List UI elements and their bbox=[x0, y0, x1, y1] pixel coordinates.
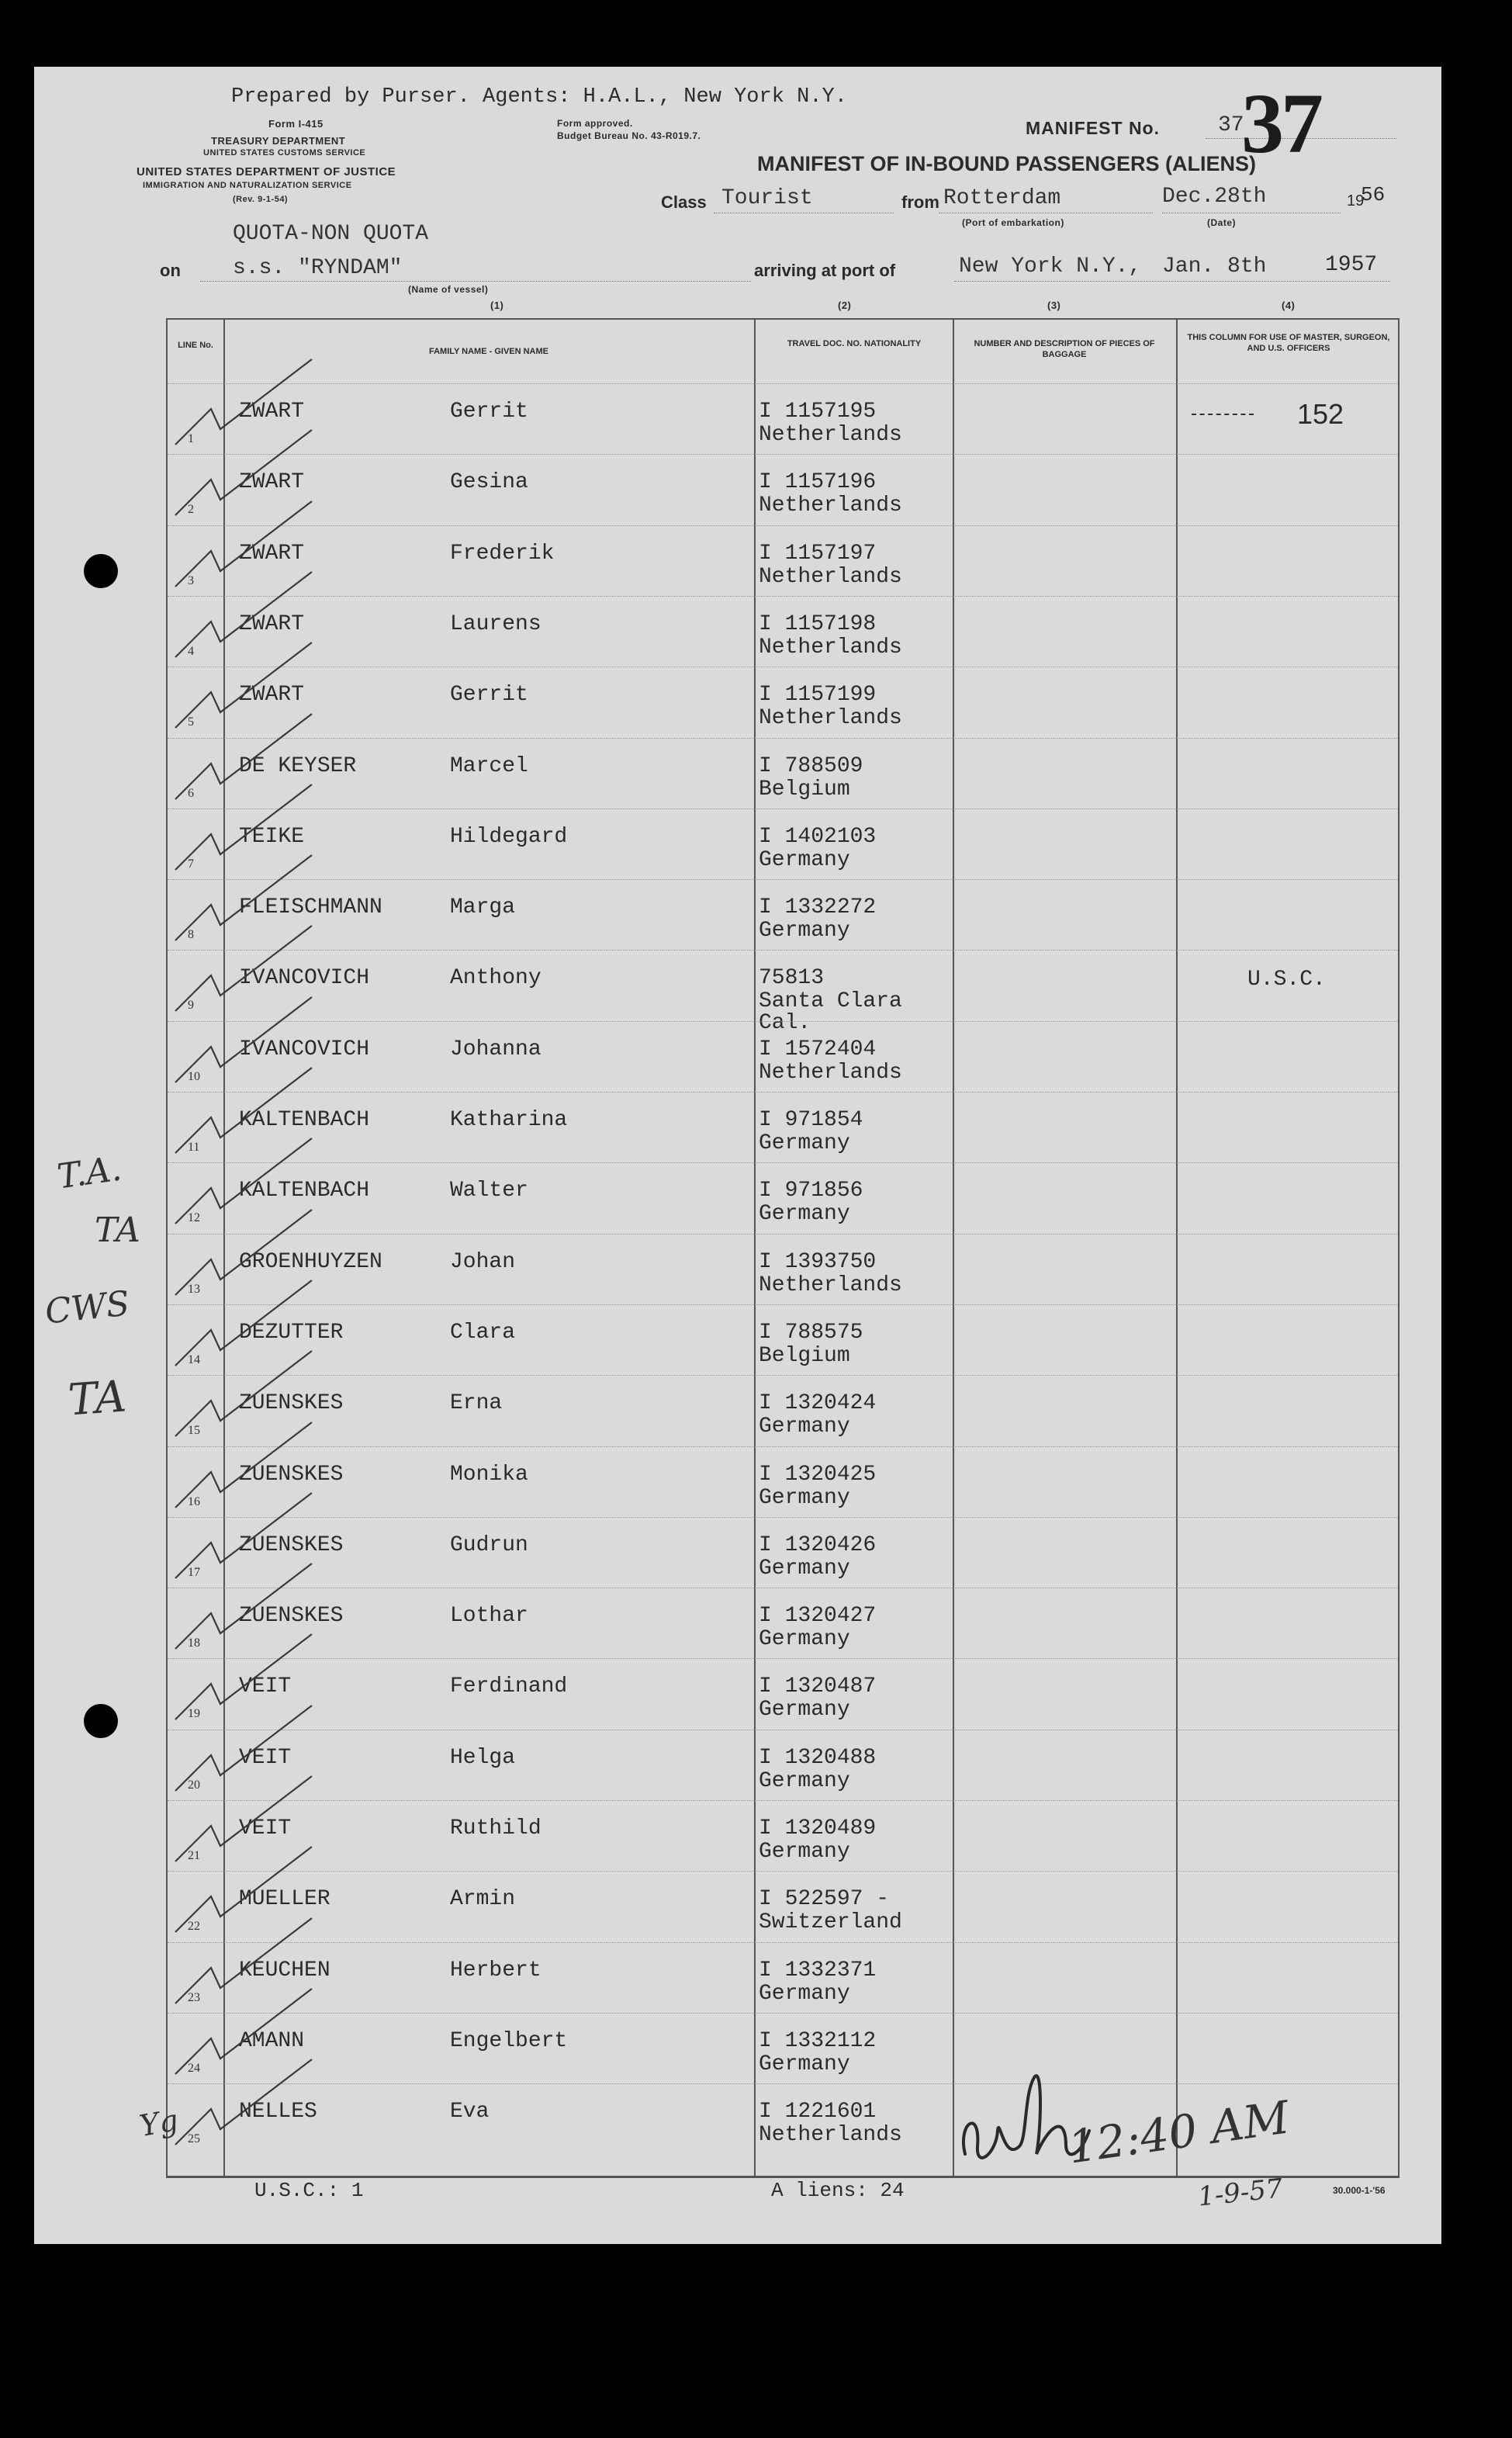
col2-number: (2) bbox=[838, 300, 852, 311]
table-row bbox=[168, 738, 1398, 809]
family-name: IVANCOVICH bbox=[239, 1037, 370, 1061]
given-name: Herbert bbox=[450, 1958, 541, 1983]
table-row bbox=[168, 383, 1398, 455]
col1-number: (1) bbox=[490, 300, 504, 311]
family-name: GROENHUYZEN bbox=[239, 1249, 382, 1274]
budget-label: Budget Bureau No. 43-R019.7. bbox=[557, 130, 701, 141]
nationality: Belgium bbox=[759, 1343, 850, 1368]
given-name: Johan bbox=[450, 1249, 516, 1274]
given-name: Walter bbox=[450, 1179, 528, 1203]
line-number: 11 bbox=[188, 1141, 200, 1154]
col4-number: (4) bbox=[1282, 300, 1296, 311]
given-name: Monika bbox=[450, 1462, 528, 1487]
travel-doc-number: I 1320425 bbox=[759, 1462, 877, 1487]
line-number: 8 bbox=[188, 928, 194, 942]
table-row bbox=[168, 1375, 1398, 1446]
nationality: Germany bbox=[759, 1202, 850, 1227]
given-name: Marga bbox=[450, 895, 516, 920]
family-name: KALTENBACH bbox=[239, 1108, 370, 1132]
travel-doc-number: 75813 bbox=[759, 966, 825, 991]
table-row bbox=[168, 1730, 1398, 1801]
travel-doc-number: I 971854 bbox=[759, 1108, 863, 1132]
table-row bbox=[168, 809, 1398, 880]
line-number: 12 bbox=[188, 1211, 200, 1225]
margin-note-ta-3: TA bbox=[66, 1371, 128, 1426]
port-caption: (Port of embarkation) bbox=[962, 217, 1064, 228]
family-name: VEIT bbox=[239, 1745, 292, 1770]
given-name: Helga bbox=[450, 1745, 516, 1770]
travel-doc-number: I 522597 - bbox=[759, 1887, 890, 1912]
nationality: Germany bbox=[759, 1840, 850, 1864]
table-row bbox=[168, 1942, 1398, 2014]
line-number: 6 bbox=[188, 786, 194, 800]
class-label: Class bbox=[661, 192, 707, 212]
table-row bbox=[168, 596, 1398, 667]
print-code: 30.000-1-'56 bbox=[1333, 2185, 1386, 2196]
travel-doc-number: I 1320427 bbox=[759, 1604, 877, 1629]
nationality: Switzerland bbox=[759, 1910, 902, 1935]
given-name: Ruthild bbox=[450, 1816, 541, 1841]
date-caption: (Date) bbox=[1207, 217, 1237, 228]
given-name: Erna bbox=[450, 1391, 503, 1416]
line-number: 22 bbox=[188, 1920, 200, 1934]
line-number: 7 bbox=[188, 857, 194, 871]
travel-doc-number: I 788575 bbox=[759, 1320, 863, 1345]
travel-doc-number: I 1320424 bbox=[759, 1391, 877, 1416]
nationality: Netherlands bbox=[759, 706, 902, 731]
table-row bbox=[168, 1446, 1398, 1518]
footer-usc-count: U.S.C.: 1 bbox=[254, 2179, 364, 2202]
nationality: Germany bbox=[759, 1698, 850, 1723]
given-name: Marcel bbox=[450, 753, 528, 778]
family-name: ZWART bbox=[239, 400, 305, 424]
margin-note-ta-1: T.A. bbox=[54, 1148, 124, 1197]
table-row bbox=[168, 1234, 1398, 1305]
given-name: Eva bbox=[450, 2100, 490, 2125]
family-name: KALTENBACH bbox=[239, 1179, 370, 1203]
line-number: 9 bbox=[188, 999, 194, 1013]
on-label: on bbox=[160, 261, 181, 280]
given-name: Frederik bbox=[450, 541, 555, 566]
arrival-line bbox=[954, 281, 1390, 282]
family-name: VEIT bbox=[239, 1674, 292, 1699]
table-row bbox=[168, 1304, 1398, 1376]
family-name: ZWART bbox=[239, 611, 305, 636]
nationality: Germany bbox=[759, 2052, 850, 2076]
nationality: Germany bbox=[759, 1981, 850, 2006]
passenger-table bbox=[166, 318, 1400, 2178]
travel-doc-number: I 1332272 bbox=[759, 895, 877, 920]
form-approved-label: Form approved. bbox=[557, 118, 633, 129]
table-row bbox=[168, 454, 1398, 525]
line-number: 20 bbox=[188, 1778, 200, 1792]
signature-time: 12:40 AM bbox=[1064, 2090, 1293, 2174]
margin-note-cws: CWS bbox=[43, 1283, 132, 1332]
travel-doc-number: I 788509 bbox=[759, 753, 863, 778]
line-number: 4 bbox=[188, 644, 194, 658]
family-name: TEIKE bbox=[239, 824, 305, 849]
nationality: Netherlands bbox=[759, 423, 902, 447]
nationality-line-2: Cal. bbox=[759, 1011, 811, 1036]
margin-note-yg: Yg bbox=[137, 2103, 181, 2143]
nationality: Germany bbox=[759, 1627, 850, 1652]
year-value: 56 bbox=[1361, 183, 1386, 206]
table-row bbox=[168, 950, 1398, 1036]
table-row bbox=[168, 667, 1398, 738]
travel-doc-number: I 1320489 bbox=[759, 1816, 877, 1841]
col-header-travel: TRAVEL DOC. NO. NATIONALITY bbox=[787, 339, 922, 348]
given-name: Hildegard bbox=[450, 824, 568, 849]
family-name: NELLES bbox=[239, 2100, 317, 2125]
footer-aliens-count: A liens: 24 bbox=[771, 2179, 905, 2202]
nationality: Germany bbox=[759, 1485, 850, 1510]
nationality: Netherlands bbox=[759, 1273, 902, 1297]
given-name: Gerrit bbox=[450, 683, 528, 708]
from-label: from bbox=[901, 192, 939, 212]
check-mark-icon bbox=[164, 2053, 320, 2146]
given-name: Katharina bbox=[450, 1108, 568, 1132]
family-name: MUELLER bbox=[239, 1887, 330, 1912]
travel-doc-number: I 1572404 bbox=[759, 1037, 877, 1061]
family-name: KEUCHEN bbox=[239, 1958, 330, 1983]
family-name: ZWART bbox=[239, 470, 305, 495]
from-value: Rotterdam bbox=[943, 186, 1061, 210]
col-header-line: LINE No. bbox=[178, 341, 213, 350]
class-value: Tourist bbox=[721, 186, 813, 210]
officer-remark-dash bbox=[1192, 414, 1254, 415]
family-name: ZWART bbox=[239, 683, 305, 708]
travel-doc-number: I 1157196 bbox=[759, 470, 877, 495]
given-name: Engelbert bbox=[450, 2028, 568, 2053]
given-name: Johanna bbox=[450, 1037, 541, 1061]
immigration-label: IMMIGRATION AND NATURALIZATION SERVICE bbox=[143, 181, 352, 190]
arrival-date: Jan. 8th bbox=[1162, 255, 1267, 279]
col-header-name: FAMILY NAME - GIVEN NAME bbox=[428, 347, 549, 356]
nationality: Netherlands bbox=[759, 564, 902, 589]
given-name: Lothar bbox=[450, 1604, 528, 1629]
line-number: 5 bbox=[188, 715, 194, 729]
table-row bbox=[168, 1588, 1398, 1659]
given-name: Ferdinand bbox=[450, 1674, 568, 1699]
nationality: Netherlands bbox=[759, 493, 902, 518]
family-name: ZWART bbox=[239, 541, 305, 566]
table-row bbox=[168, 1658, 1398, 1730]
vessel-caption: (Name of vessel) bbox=[408, 284, 489, 295]
travel-doc-number: I 1332371 bbox=[759, 1958, 877, 1983]
punch-hole-upper bbox=[84, 554, 118, 588]
vessel-name: s.s. "RYNDAM" bbox=[233, 256, 403, 280]
quota-line: QUOTA-NON QUOTA bbox=[233, 222, 429, 246]
table-row bbox=[168, 1800, 1398, 1872]
nationality: Germany bbox=[759, 1415, 850, 1439]
table-row bbox=[168, 1092, 1398, 1163]
customs-label: UNITED STATES CUSTOMS SERVICE bbox=[203, 148, 366, 158]
line-number: 17 bbox=[188, 1565, 200, 1579]
nationality: Germany bbox=[759, 1768, 850, 1793]
line-number: 18 bbox=[188, 1636, 200, 1650]
given-name: Gudrun bbox=[450, 1532, 528, 1557]
col-header-baggage: NUMBER AND DESCRIPTION OF PIECES OF BAGGAGE bbox=[974, 339, 1155, 359]
officer-remark: U.S.C. bbox=[1247, 968, 1326, 992]
family-name: VEIT bbox=[239, 1816, 292, 1841]
line-number: 13 bbox=[188, 1282, 200, 1296]
travel-doc-number: I 1320487 bbox=[759, 1674, 877, 1699]
year-prefix: 19 bbox=[1347, 192, 1365, 210]
travel-doc-number: I 971856 bbox=[759, 1179, 863, 1203]
travel-doc-number: I 1402103 bbox=[759, 824, 877, 849]
manifest-sheet bbox=[34, 67, 1441, 2244]
table-row bbox=[168, 525, 1398, 597]
signature-date: 1-9-57 bbox=[1196, 2173, 1285, 2213]
table-row bbox=[168, 2013, 1398, 2084]
line-number: 10 bbox=[188, 1069, 200, 1083]
arriving-label: arriving at port of bbox=[754, 261, 896, 280]
travel-doc-number: I 1320488 bbox=[759, 1745, 877, 1770]
line-number: 25 bbox=[188, 2132, 200, 2146]
arrival-port: New York N.Y., bbox=[959, 255, 1142, 279]
line-number: 14 bbox=[188, 1352, 200, 1366]
table-row bbox=[168, 1871, 1398, 1942]
line-number: 15 bbox=[188, 1424, 200, 1438]
given-name: Laurens bbox=[450, 611, 541, 636]
family-name: DEZUTTER bbox=[239, 1320, 344, 1345]
family-name: DE KEYSER bbox=[239, 753, 357, 778]
travel-doc-number: I 1157197 bbox=[759, 541, 877, 566]
line-number: 19 bbox=[188, 1707, 200, 1721]
table-row bbox=[168, 1517, 1398, 1588]
line-number: 21 bbox=[188, 1849, 200, 1862]
officer-remark: 152 bbox=[1297, 398, 1344, 430]
travel-doc-number: I 1393750 bbox=[759, 1249, 877, 1274]
line-number: 2 bbox=[188, 503, 194, 517]
embark-date-value: Dec.28th bbox=[1162, 185, 1267, 209]
manifest-number-stamp: 37 bbox=[1241, 76, 1320, 171]
nationality: Belgium bbox=[759, 777, 850, 802]
table-row bbox=[168, 1162, 1398, 1234]
given-name: Gesina bbox=[450, 470, 528, 495]
family-name: ZUENSKES bbox=[239, 1604, 344, 1629]
nationality: Germany bbox=[759, 1131, 850, 1155]
treasury-label: TREASURY DEPARTMENT bbox=[211, 135, 346, 147]
family-name: IVANCOVICH bbox=[239, 966, 370, 991]
nationality: Germany bbox=[759, 1556, 850, 1581]
nationality: Netherlands bbox=[759, 635, 902, 660]
travel-doc-number: I 1320426 bbox=[759, 1532, 877, 1557]
manifest-number-label: MANIFEST No. bbox=[1026, 118, 1160, 138]
manifest-number-typed: 37 bbox=[1218, 113, 1244, 137]
line-number: 1 bbox=[188, 432, 194, 445]
nationality: Netherlands bbox=[759, 2123, 902, 2148]
table-row bbox=[168, 879, 1398, 951]
family-name: ZUENSKES bbox=[239, 1532, 344, 1557]
line-number: 3 bbox=[188, 573, 194, 587]
travel-doc-number: I 1157199 bbox=[759, 683, 877, 708]
given-name: Anthony bbox=[450, 966, 541, 991]
given-name: Armin bbox=[450, 1887, 516, 1912]
line-number: 23 bbox=[188, 1990, 200, 2004]
nationality: Netherlands bbox=[759, 1060, 902, 1085]
travel-doc-number: I 1221601 bbox=[759, 2100, 877, 2125]
col3-number: (3) bbox=[1047, 300, 1061, 311]
family-name: ZUENSKES bbox=[239, 1462, 344, 1487]
family-name: FLEISCHMANN bbox=[239, 895, 382, 920]
nationality: Germany bbox=[759, 919, 850, 944]
punch-hole-lower bbox=[84, 1704, 118, 1738]
travel-doc-number: I 1157198 bbox=[759, 611, 877, 636]
justice-label: UNITED STATES DEPARTMENT OF JUSTICE bbox=[137, 165, 396, 178]
line-number: 24 bbox=[188, 2061, 200, 2075]
line-number: 16 bbox=[188, 1494, 200, 1508]
travel-doc-number: I 1332112 bbox=[759, 2028, 877, 2053]
form-number: Form I-415 bbox=[268, 118, 324, 130]
nationality: Santa Clara bbox=[759, 989, 902, 1014]
family-name: ZUENSKES bbox=[239, 1391, 344, 1416]
prepared-by-line: Prepared by Purser. Agents: H.A.L., New York N.Y. bbox=[231, 85, 847, 109]
manifest-title: MANIFEST OF IN-BOUND PASSENGERS (ALIENS) bbox=[757, 152, 1257, 175]
rev-label: (Rev. 9-1-54) bbox=[233, 195, 289, 204]
given-name: Gerrit bbox=[450, 400, 528, 424]
table-row bbox=[168, 1021, 1398, 1093]
nationality: Germany bbox=[759, 847, 850, 872]
family-name: AMANN bbox=[239, 2028, 305, 2053]
arrival-year: 1957 bbox=[1325, 253, 1378, 277]
margin-note-ta-2: TA bbox=[95, 1210, 140, 1250]
travel-doc-number: I 1157195 bbox=[759, 400, 877, 424]
given-name: Clara bbox=[450, 1320, 516, 1345]
vessel-line bbox=[200, 281, 751, 282]
col-header-officers: THIS COLUMN FOR USE OF MASTER, SURGEON, AND U.S. OFFICERS bbox=[1187, 333, 1390, 353]
